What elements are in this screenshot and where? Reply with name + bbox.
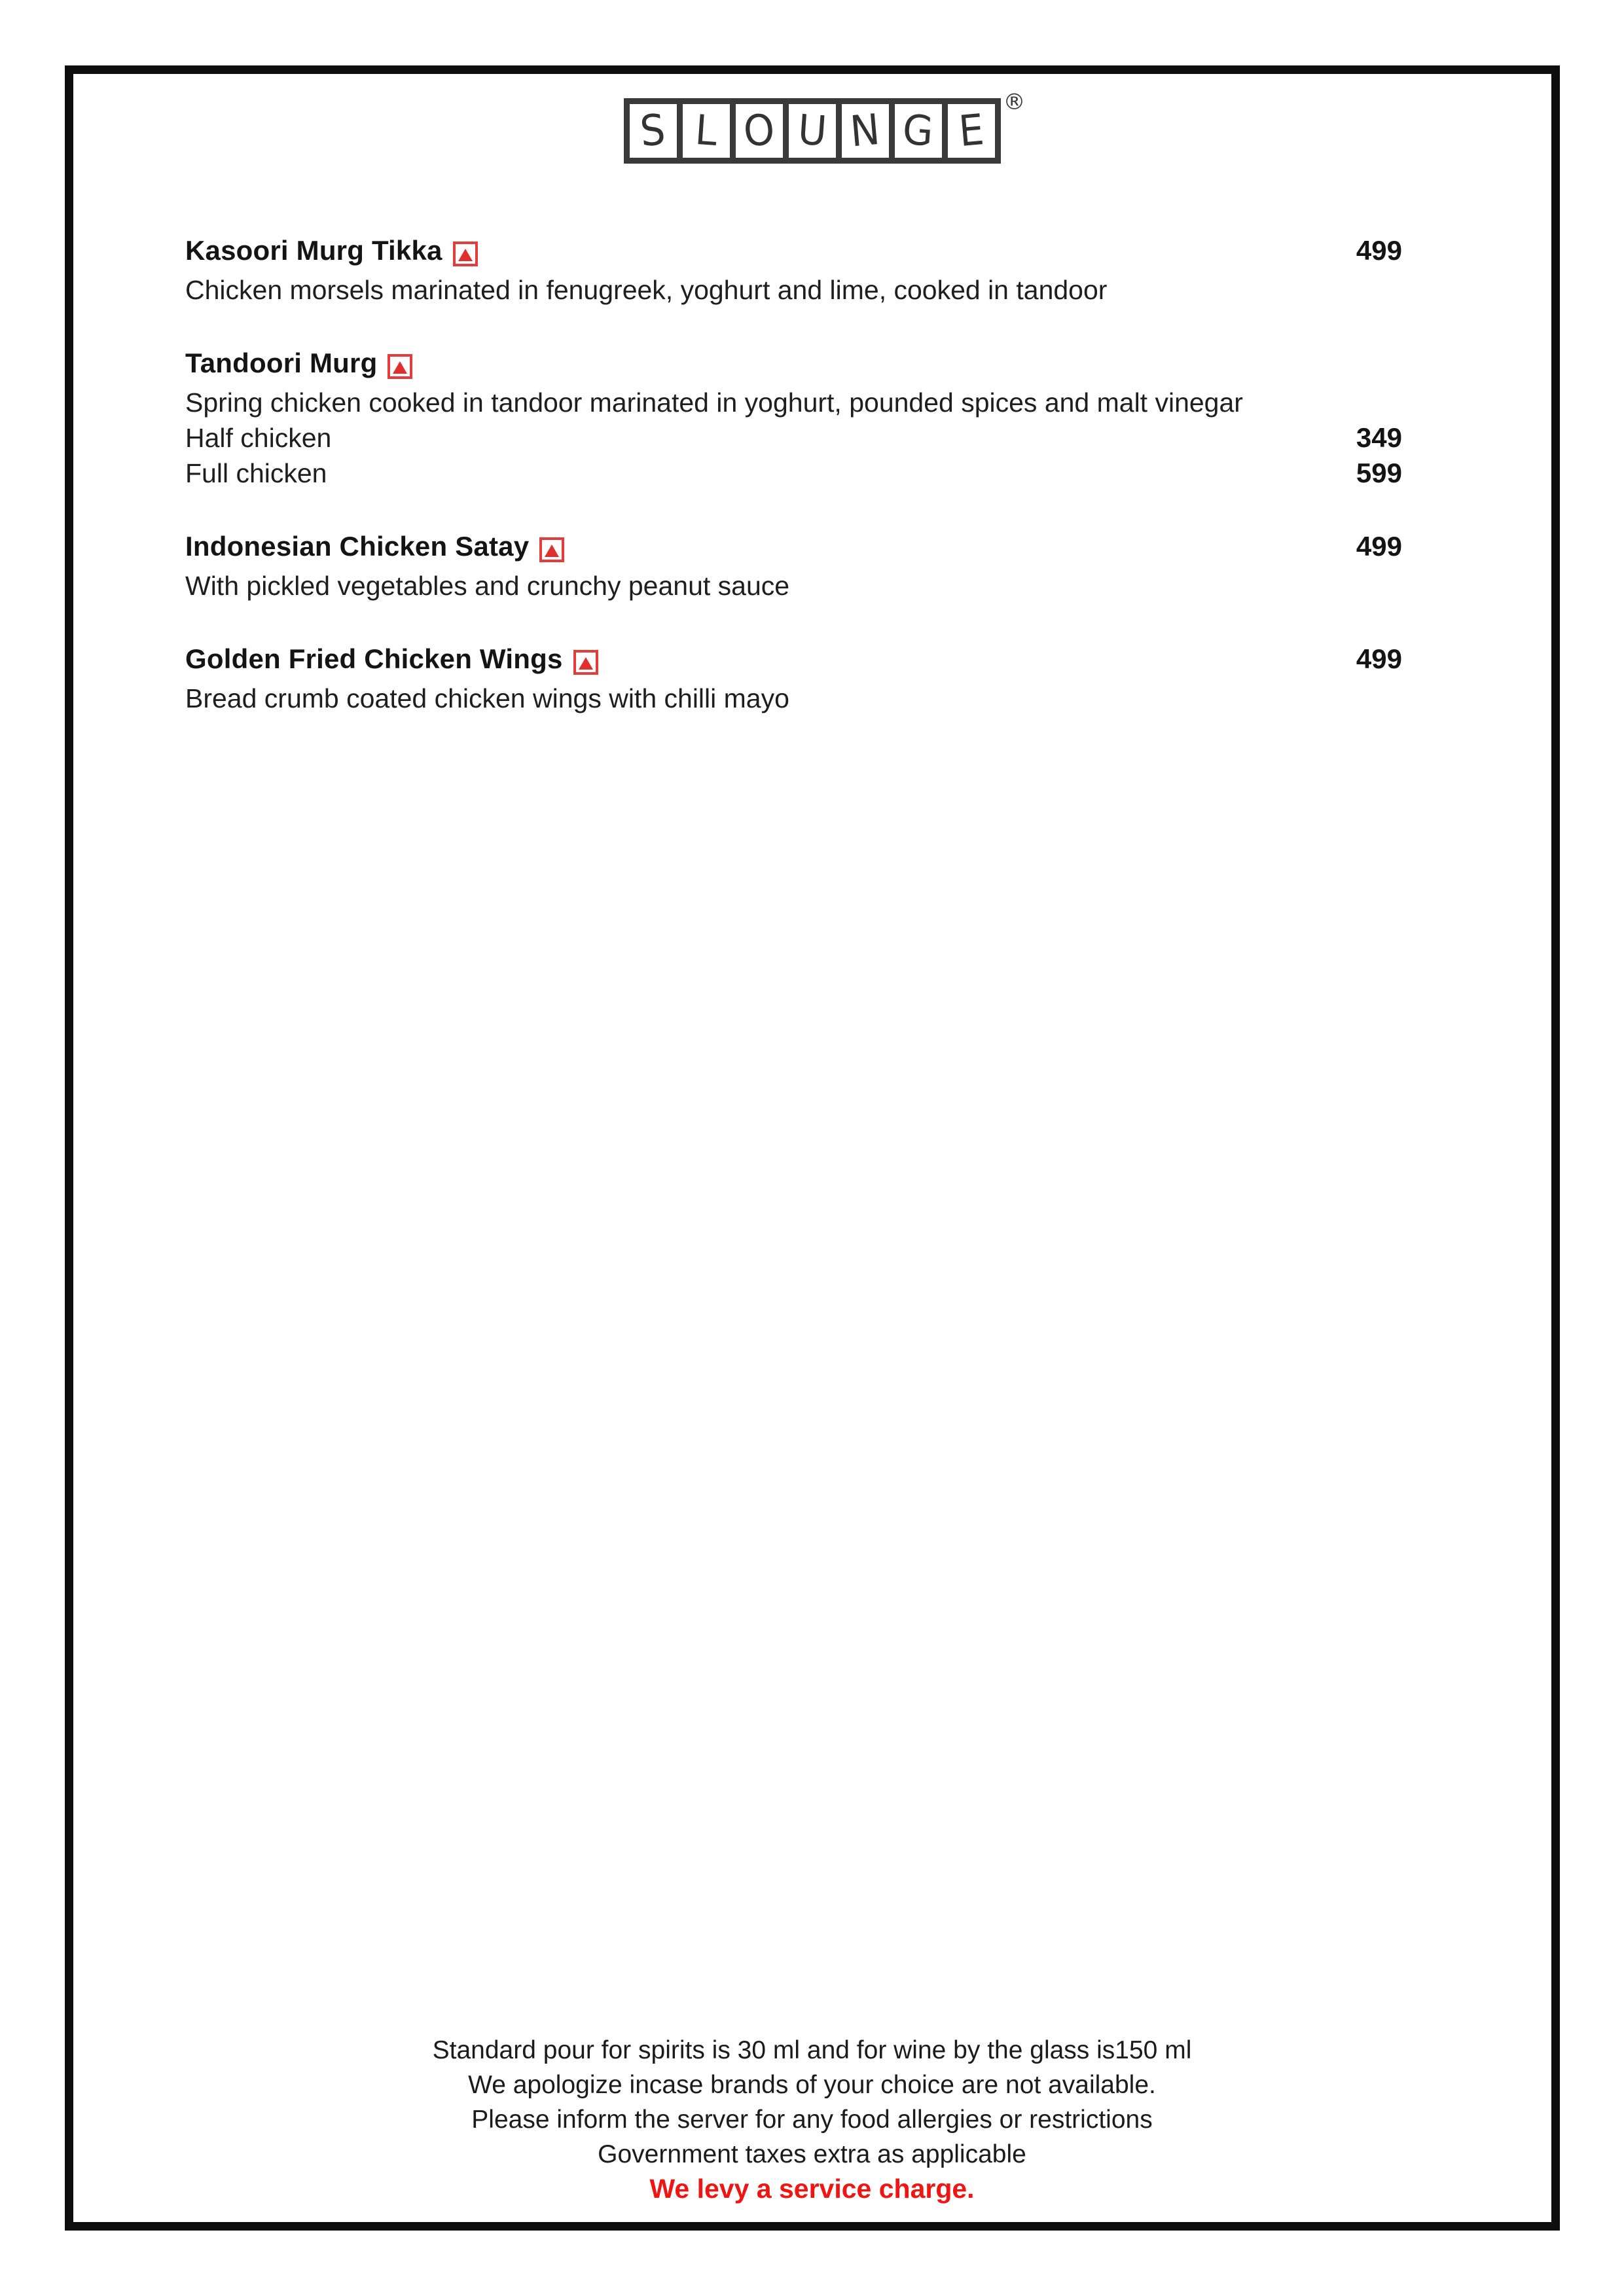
- item-description: Spring chicken cooked in tandoor marinated in yoghurt, pounded spices and malt vinegar: [185, 387, 1243, 418]
- logo-letter-box: [736, 104, 783, 158]
- menu-item: [185, 346, 1402, 491]
- item-header-row: [185, 346, 1402, 381]
- option-price: 599: [1356, 457, 1402, 488]
- logo-letter: O: [741, 105, 777, 157]
- non-veg-icon: [539, 537, 564, 562]
- menu-list: [185, 233, 1402, 754]
- item-option-row: [185, 420, 1402, 456]
- registered-trademark-icon: ®: [1003, 89, 1026, 115]
- item-price: 499: [1356, 531, 1402, 562]
- item-name: Indonesian Chicken Satay: [185, 531, 530, 562]
- logo-letter-box: [948, 104, 995, 158]
- footer-note: Government taxes extra as applicable: [598, 2140, 1026, 2168]
- option-label: Full chicken: [185, 458, 327, 488]
- logo-letter-box: [630, 104, 677, 158]
- logo-letter: E: [956, 105, 986, 157]
- item-name: Kasoori Murg Tikka: [185, 235, 442, 266]
- logo-container: [0, 89, 1624, 164]
- non-veg-icon: [453, 242, 478, 266]
- item-description: Bread crumb coated chicken wings with chilli mayo: [185, 683, 789, 713]
- logo-letter: N: [848, 105, 882, 157]
- item-header-row: [185, 529, 1402, 564]
- logo-letter: G: [901, 105, 935, 156]
- item-header-row: [185, 233, 1402, 268]
- item-name: Tandoori Murg: [185, 348, 378, 378]
- footer-note: Please inform the server for any food allergies or restrictions: [471, 2106, 1153, 2134]
- menu-item: [185, 233, 1402, 308]
- logo-letter: U: [796, 105, 828, 156]
- logo-letter-box: [789, 104, 836, 158]
- logo-letter: S: [638, 105, 668, 157]
- item-option-row: [185, 456, 1402, 491]
- item-price: 499: [1356, 643, 1402, 674]
- item-name: Golden Fried Chicken Wings: [185, 643, 563, 674]
- item-header-row: [185, 641, 1402, 677]
- menu-item: [185, 641, 1402, 716]
- non-veg-icon: [573, 650, 598, 675]
- service-charge-note: We levy a service charge.: [649, 2174, 975, 2204]
- footer-notes: [0, 2033, 1624, 2206]
- item-description: Chicken morsels marinated in fenugreek, yoghurt and lime, cooked in tandoor: [185, 275, 1108, 305]
- non-veg-icon: [388, 354, 412, 379]
- item-description: With pickled vegetables and crunchy peanut sauce: [185, 571, 790, 601]
- option-label: Half chicken: [185, 423, 332, 453]
- footer-note: We apologize incase brands of your choice are not available.: [468, 2071, 1156, 2099]
- option-price: 349: [1356, 422, 1402, 453]
- logo-letter-box: [895, 104, 942, 158]
- logo-letter-box: [683, 104, 730, 158]
- item-price: 499: [1356, 235, 1402, 266]
- footer-note: Standard pour for spirits is 30 ml and for wine by the glass is150 ml: [432, 2036, 1192, 2064]
- menu-item: [185, 529, 1402, 603]
- logo-letter: L: [693, 106, 719, 156]
- logo-letter-box: [842, 104, 889, 158]
- slounge-logo: [624, 89, 1026, 164]
